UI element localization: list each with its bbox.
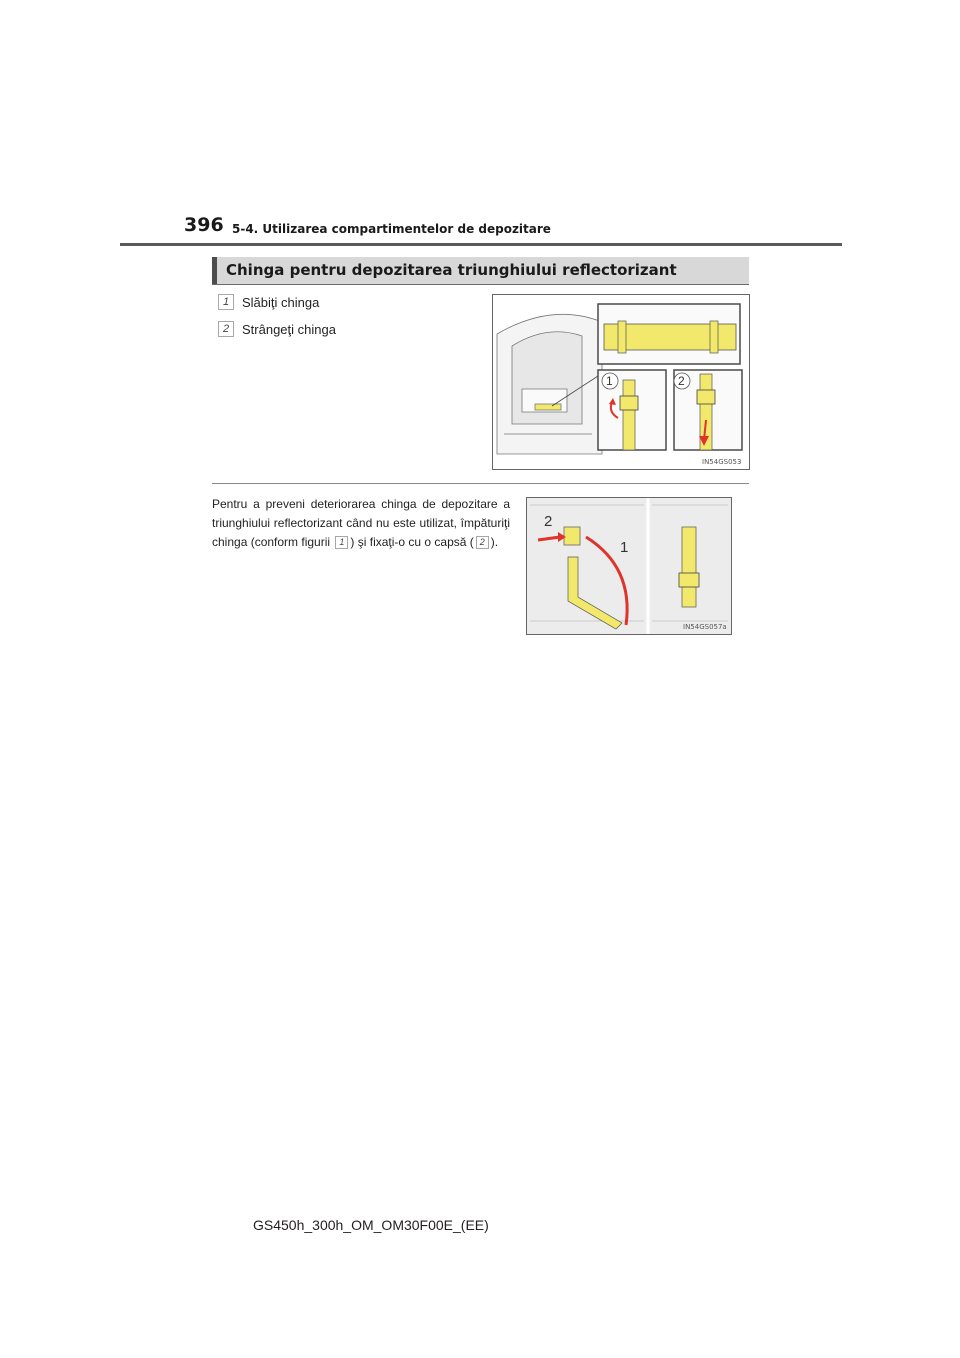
storage-note: [212, 495, 510, 552]
note-text-before: Pentru a preveni deteriorarea chinga de depozitare a triunghiului reflectorizant când nu este utilizat, împăturiţi chinga (conform figurii: [212, 497, 510, 549]
trunk-sketch: [497, 314, 602, 454]
subheading-accent: [212, 257, 217, 285]
strap-illustration-2-svg: [526, 497, 732, 635]
note-text-after: ).: [490, 535, 499, 549]
step-1-label: Slăbiţi chinga: [242, 294, 320, 310]
figure2-callout-2: 2: [544, 513, 553, 530]
figure2-callout-1: 1: [620, 539, 629, 556]
figure1-code: IN54GS053: [702, 458, 742, 466]
subheading-underline: [212, 284, 749, 285]
figure2-code: IN54GS057a: [683, 623, 727, 631]
strap-illustration-2: [526, 497, 732, 635]
step-2-number: 2: [218, 321, 234, 337]
page-number: 396: [184, 214, 224, 236]
strap-right: [710, 321, 718, 353]
note-text-middle: ) şi fixaţi-o cu o capsă (: [350, 535, 474, 549]
document-id: GS450h_300h_OM_OM30F00E_(EE): [253, 1217, 489, 1233]
step-2: [218, 318, 336, 340]
section-divider: [212, 483, 749, 484]
figure1-callout-1: 1: [606, 374, 613, 388]
step-2-label: Strângeţi chinga: [242, 321, 336, 337]
header-rule: [120, 243, 842, 246]
step-1-number: 1: [218, 294, 234, 310]
subheading-text: Chinga pentru depozitarea triunghiului reflectorizant: [226, 261, 677, 279]
note-ref-1: 1: [335, 536, 348, 549]
note-ref-2: 2: [476, 536, 489, 549]
step-1: [218, 291, 319, 313]
section-title: 5-4. Utilizarea compartimentelor de depozitare: [232, 222, 551, 236]
strap-left: [618, 321, 626, 353]
strap-illustration-1: [492, 294, 750, 470]
figure1-callout-2: 2: [678, 374, 685, 388]
strap-illustration-1-svg: [492, 294, 750, 470]
subheading-bar: [212, 257, 749, 285]
